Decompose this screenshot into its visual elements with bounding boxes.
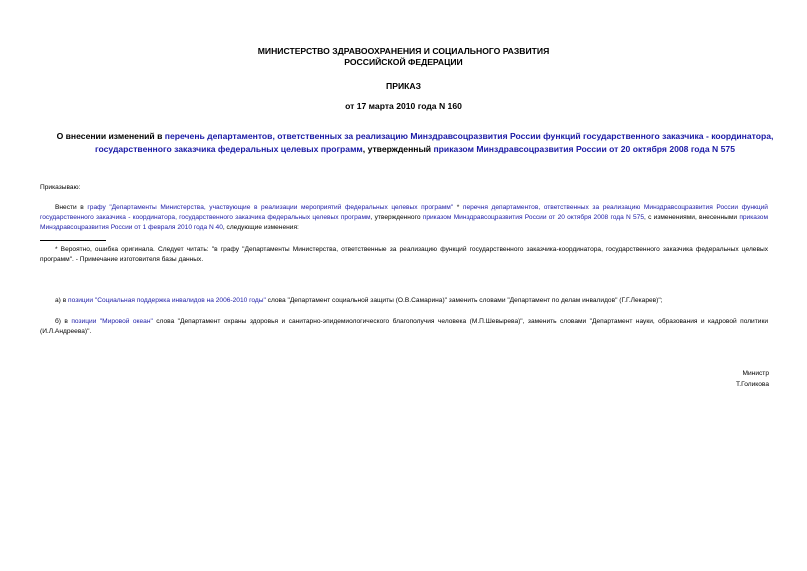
document-type: ПРИКАЗ: [386, 81, 421, 91]
footnote: * Вероятно, ошибка оригинала. Следует читать: "в графу "Департаменты Министерства, ответственные за реализацию функций государственного заказчика-координатора, государственного заказчика федеральных целевых программ". - Примечание изготовителя базы данных.: [40, 246, 768, 263]
title-link-order-575[interactable]: приказом Минздравсоцразвития России от 20 октября 2008 года N 575: [433, 144, 735, 154]
item-b: [40, 317, 768, 337]
para1-text-4: , с изменениями, внесенными: [644, 214, 740, 221]
ministry-line-2: РОССИЙСКОЙ ФЕДЕРАЦИИ: [344, 57, 463, 67]
para1-link-order-40[interactable]: приказом Минздравсоцразвития России от 1 февраля 2010 года N 40: [40, 214, 769, 231]
title-link-departments-list[interactable]: перечень департаментов, ответственных за реализацию Минздравсоцразвития России функций государственного заказчика - координатора, государственного заказчика федеральных целевых программ: [95, 131, 774, 154]
signature-role: Министр: [742, 370, 769, 377]
para1-text-5: , следующие изменения:: [222, 224, 299, 231]
paragraph-1: [40, 203, 768, 233]
item-a-link-position[interactable]: позиции "Социальная поддержка инвалидов на 2006-2010 годы": [68, 297, 266, 304]
item-a: [40, 296, 768, 306]
title-text-1: О внесении изменений в: [56, 131, 165, 141]
document-title: [40, 130, 790, 156]
date-number: от 17 марта 2010 года N 160: [345, 101, 462, 111]
para1-text-1: Внести в: [55, 204, 88, 211]
item-b-link-position[interactable]: позиции "Мировой океан": [71, 318, 153, 325]
item-b-text-2: слова "Департамент охраны здоровья и санитарно-эпидемиологического благополучия человека (М.П.Шевырева)", заменить словами "Департамент науки, образования и кадровой политики (И.Л.Андреева)".: [40, 318, 769, 335]
para1-link-column[interactable]: графу "Департаменты Министерства, участвующие в реализации мероприятий федеральных целевых программ": [87, 204, 454, 211]
signature-name: Т.Голикова: [735, 381, 769, 388]
item-a-text-2: слова "Департамент социальной защиты (О.В.Самарина)" заменить словами "Департамент по делам инвалидов" (Г.Г.Лекарев)";: [265, 297, 663, 304]
para1-text-3: , утвержденного: [370, 214, 423, 221]
item-b-text-1: б) в: [55, 318, 72, 325]
para1-link-departments-list[interactable]: перечня департаментов, ответственных за реализацию Минздравсоцразвития России функций государственного заказчика - координатора, государственного заказчика федеральных целевых программ: [40, 204, 768, 221]
para1-text-2: *: [453, 204, 463, 211]
para1-link-order-575[interactable]: приказом Минздравсоцразвития России от 20 октября 2008 года N 575: [422, 214, 645, 221]
ministry-line-1: МИНИСТЕРСТВО ЗДРАВООХРАНЕНИЯ И СОЦИАЛЬНОГО РАЗВИТИЯ: [257, 46, 550, 56]
title-text-2: , утвержденный: [362, 144, 434, 154]
footnote-divider: [40, 240, 106, 241]
order-word: Приказываю:: [40, 184, 81, 191]
item-a-text-1: а) в: [55, 297, 69, 304]
